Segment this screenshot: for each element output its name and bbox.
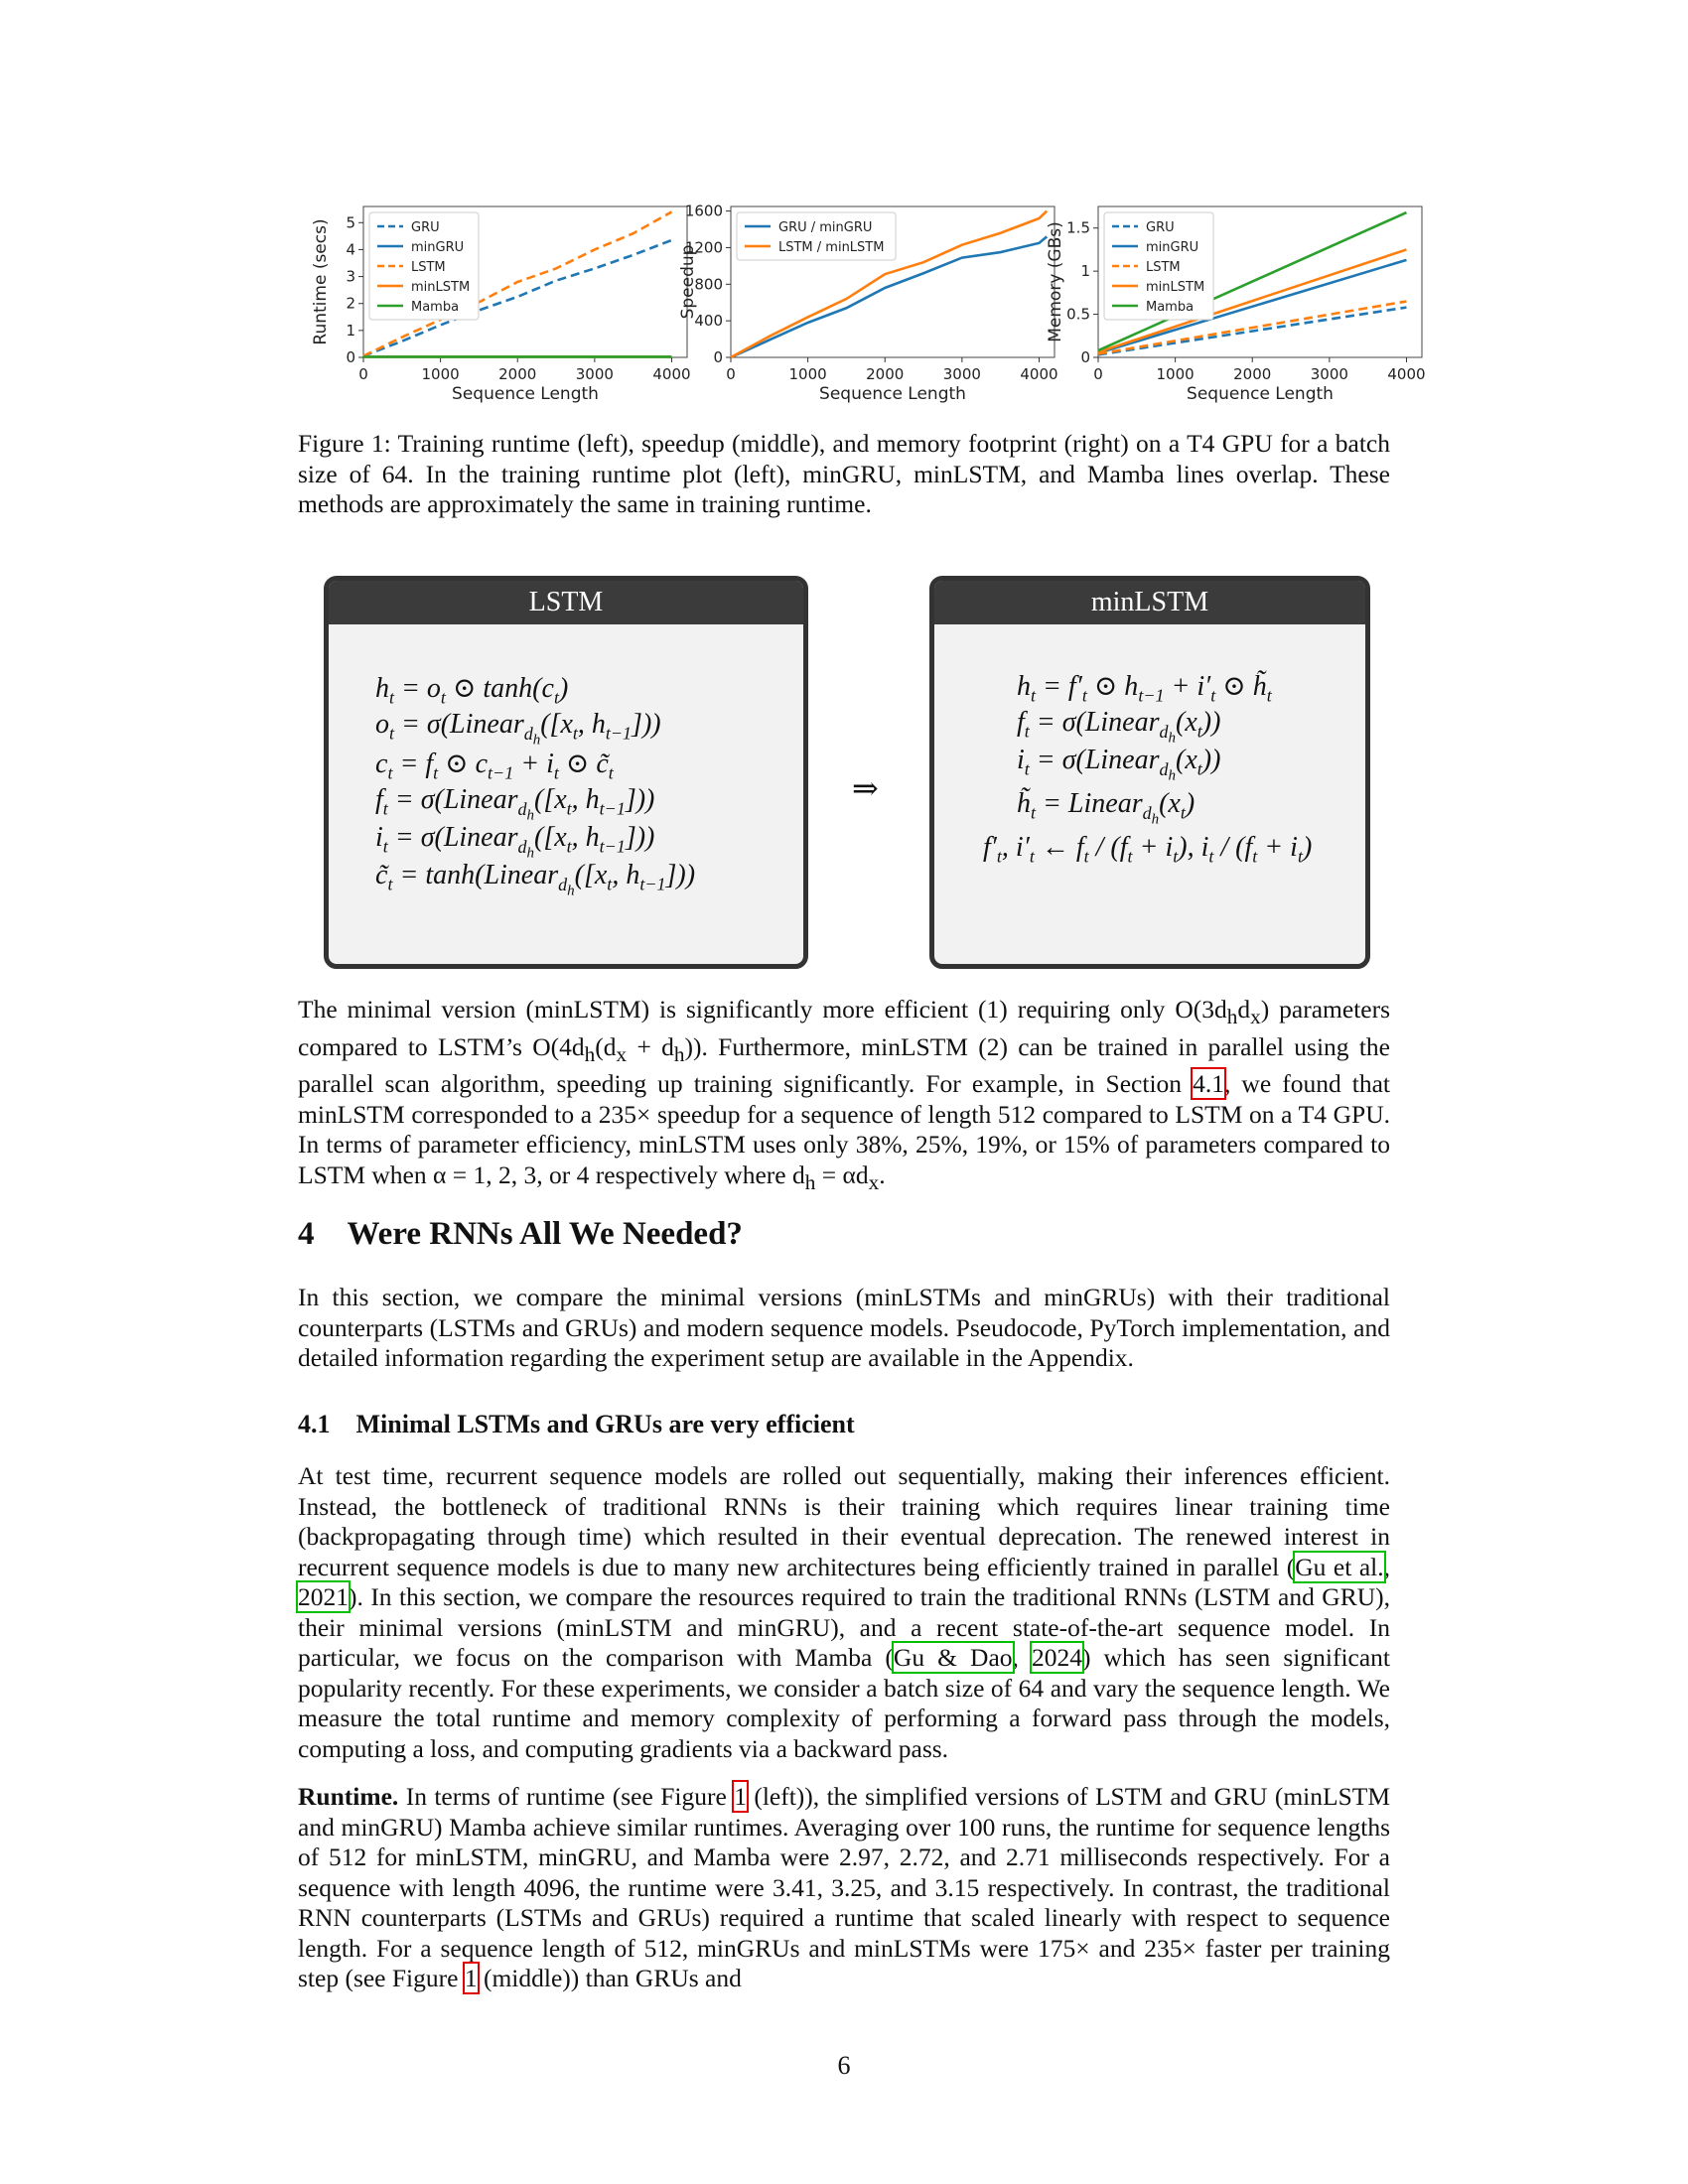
citation-gu-dao-year[interactable]: 2024 bbox=[1031, 1643, 1082, 1672]
speedup-chart bbox=[665, 199, 1062, 417]
y-tick-label: 0 bbox=[346, 348, 355, 366]
y-axis-label: Runtime (secs) bbox=[311, 218, 331, 345]
minlstm-eq-1: $h_t = f'_t$ ⊙ $h_{t-1} + i'_t$ ⊙ $h̃_t$ bbox=[1017, 671, 1272, 706]
y-tick-label: 0 bbox=[713, 348, 723, 366]
section-4-number: 4 bbox=[298, 1216, 315, 1252]
paragraph-section-4-intro: In this section, we compare the minimal versions (minLSTMs and minGRUs) with their traditional counterparts (LSTMs and GRUs) and modern sequence models. Pseudocode, PyTorch implementation, and detailed information regarding the experiment setup are available in the Appendix. bbox=[298, 1283, 1390, 1372]
y-tick-label: 1 bbox=[346, 321, 355, 340]
x-axis-label: Sequence Length bbox=[1187, 384, 1334, 404]
memory-chart bbox=[1033, 199, 1430, 417]
x-tick-label: 2000 bbox=[866, 365, 905, 383]
x-tick-label: 3000 bbox=[1310, 365, 1348, 383]
lstm-eq-3: $c_t = f_t$ ⊙ $c_{t-1} + i_t$ ⊙ $c̃_t$ bbox=[375, 749, 614, 783]
y-tick-label: 3 bbox=[346, 267, 355, 286]
y-tick-label: 1600 bbox=[684, 202, 723, 220]
citation-gu-2021-authors[interactable]: Gu et al. bbox=[1295, 1552, 1384, 1581]
y-tick-label: 800 bbox=[694, 275, 723, 294]
lstm-eq-5: $i_t$ = $\sigma(Linear_{d_h}([x_t$, $h_{t-1}$])) bbox=[375, 822, 655, 862]
minlstm-eq-4: $h̃_t$ = $Linear_{d_h}(x_t)$ bbox=[1017, 788, 1196, 828]
section-4-1-title: Minimal LSTMs and GRUs are very efficient bbox=[355, 1410, 855, 1438]
x-tick-label: 0 bbox=[726, 365, 736, 383]
runtime-chart bbox=[298, 199, 695, 417]
lstm-eq-4: $f_t$ = $\sigma(Linear_{d_h}([x_t$, $h_{t-1}$])) bbox=[375, 784, 655, 824]
paragraph-minlstm-efficiency: The minimal version (minLSTM) is significantly more efficient (1) requiring only $O(3d_hd_x)$ parameters compared to LSTM’s $O(4d_h(d_x + d_h))$. Furthermore, minLSTM (2) can be trained in parallel using the parallel scan algorithm, speeding up training significantly. For example, in Section 4.1, we found that minLSTM corresponded to a 235× speedup for a sequence of length 512 compared to LSTM on a T4 GPU. In terms of parameter efficiency, minLSTM uses only 38%, 25%, 19%, or 15% of parameters compared to LSTM when α = 1, 2, 3, or 4 respectively where $d_h = \alpha d_x$. bbox=[298, 995, 1391, 1194]
citation-gu-2021-year[interactable]: 2021 bbox=[298, 1582, 349, 1611]
y-tick-label: 2 bbox=[346, 294, 355, 313]
x-tick-label: 1000 bbox=[1156, 365, 1195, 383]
x-tick-label: 4000 bbox=[1387, 365, 1426, 383]
minlstm-eq-5: $f'_t$, $i'_t$ ← $f_t / (f_t + i_t)$, $i_t / (f_t + i_t)$ bbox=[983, 832, 1313, 867]
x-tick-label: 3000 bbox=[942, 365, 981, 383]
paragraph-efficiency: At test time, recurrent sequence models are rolled out sequentially, making their inferences efficient. Instead, the bottleneck of traditional RNNs is their training which requires linear training time (backpropagating through time) which resulted in their eventual deprecation. The renewed interest in recurrent sequence models is due to many new architectures being efficiently trained in parallel (Gu et al., 2021). In this section, we compare the resources required to train the traditional RNNs (LSTM and GRU), their minimal versions (minLSTM and minGRU), and a recent state-of-the-art sequence model. In particular, we focus on the comparison with Mamba (Gu & Dao, 2024) which has seen significant popularity recently. For these experiments, we consider a batch size of 64 and vary the sequence length. We measure the total runtime and memory complexity of performing a forward pass through the models, computing a loss, and computing gradients via a backward pass. bbox=[298, 1461, 1391, 1763]
x-tick-label: 4000 bbox=[1020, 365, 1058, 383]
x-tick-label: 1000 bbox=[421, 365, 460, 383]
section-4-1-number: 4.1 bbox=[298, 1410, 331, 1438]
section-4-title: Were RNNs All We Needed? bbox=[347, 1216, 743, 1252]
x-tick-label: 2000 bbox=[1233, 365, 1272, 383]
section-4-heading bbox=[298, 1216, 743, 1253]
x-tick-label: 4000 bbox=[652, 365, 691, 383]
legend-label: minGRU bbox=[411, 240, 465, 255]
section-4-1-link[interactable]: 4.1 bbox=[1193, 1069, 1224, 1099]
y-tick-label: 1 bbox=[1080, 262, 1090, 281]
runtime-lead: Runtime. bbox=[298, 1782, 399, 1811]
y-tick-label: 0 bbox=[1080, 348, 1090, 366]
minlstm-eq-3: $i_t$ = $\sigma(Linear_{d_h}(x_t))$ bbox=[1017, 745, 1221, 784]
x-tick-label: 0 bbox=[358, 365, 368, 383]
y-tick-label: 1.5 bbox=[1066, 218, 1090, 237]
legend-label: minGRU bbox=[1146, 240, 1199, 255]
memory-chart-svg bbox=[1033, 199, 1430, 417]
runtime-chart-svg bbox=[298, 199, 695, 417]
speedup-chart-svg bbox=[665, 199, 1062, 417]
lstm-box-title: LSTM bbox=[329, 581, 803, 624]
x-tick-label: 1000 bbox=[788, 365, 827, 383]
y-axis-label: Speedup bbox=[678, 244, 698, 320]
section-4-1-heading bbox=[298, 1410, 855, 1439]
y-tick-label: 400 bbox=[694, 312, 723, 331]
x-tick-label: 2000 bbox=[498, 365, 537, 383]
paragraph-runtime: Runtime. In terms of runtime (see Figure 1 (left)), the simplified versions of LSTM and GRU (minLSTM and minGRU) Mamba achieve similar runtimes. Averaging over 100 runs, the runtime for sequence lengths of 512 for minLSTM, minGRU, and Mamba were 2.97, 2.72, and 2.71 milliseconds respectively. For a sequence with length 4096, the runtime were 3.41, 3.25, and 3.15 respectively. In contrast, the traditional RNN counterparts (LSTMs and GRUs) required a runtime that scaled linearly with respect to sequence length. For a sequence length of 512, minGRUs and minLSTMs were 175× and 235× faster per training step (see Figure 1 (middle)) than GRUs and bbox=[298, 1782, 1390, 1992]
x-axis-label: Sequence Length bbox=[452, 384, 599, 404]
figure-1-link-a[interactable]: 1 bbox=[734, 1782, 747, 1811]
x-tick-label: 0 bbox=[1093, 365, 1103, 383]
y-tick-label: 1200 bbox=[684, 238, 723, 257]
minlstm-box-title: minLSTM bbox=[934, 581, 1365, 624]
transform-arrow: ⇒ bbox=[852, 770, 879, 806]
y-axis-label: Memory (GBs) bbox=[1046, 221, 1065, 342]
legend-label: LSTM / minLSTM bbox=[778, 240, 885, 255]
lstm-eq-2: $o_t$ = $\sigma(Linear_{d_h}([x_t$, $h_{t-1}$])) bbox=[375, 709, 661, 749]
page-number: 6 bbox=[837, 2051, 851, 2080]
lstm-eq-1: $h_t = o_t$ ⊙ $\tanh(c_t)$ bbox=[375, 673, 569, 708]
citation-gu-dao-authors[interactable]: Gu & Dao bbox=[893, 1643, 1013, 1672]
lstm-eq-6: $c̃_t$ = $\tanh(Linear_{d_h}([x_t$, $h_{t-1}$])) bbox=[375, 860, 696, 899]
y-tick-label: 4 bbox=[346, 240, 355, 259]
legend-label: Mamba bbox=[1146, 300, 1195, 315]
legend-label: minLSTM bbox=[1146, 280, 1205, 295]
y-tick-label: 0.5 bbox=[1066, 305, 1090, 324]
figure-1-link-b[interactable]: 1 bbox=[464, 1964, 478, 1992]
legend-label: GRU bbox=[1146, 220, 1175, 235]
legend-label: LSTM bbox=[411, 260, 446, 275]
x-tick-label: 3000 bbox=[575, 365, 614, 383]
legend-label: GRU bbox=[411, 220, 440, 235]
figure-caption: Figure 1: Training runtime (left), speedup (middle), and memory footprint (right) on a T4 GPU for a batch size of 64. In the training runtime plot (left), minGRU, minLSTM, and Mamba lines overlap. These methods are approximately the same in training runtime. bbox=[298, 429, 1390, 518]
legend-label: GRU / minGRU bbox=[778, 220, 873, 235]
legend-label: LSTM bbox=[1146, 260, 1181, 275]
minlstm-eq-2: $f_t$ = $\sigma(Linear_{d_h}(x_t))$ bbox=[1017, 707, 1221, 747]
legend-label: Mamba bbox=[411, 300, 460, 315]
y-tick-label: 5 bbox=[346, 213, 355, 232]
legend-label: minLSTM bbox=[411, 280, 471, 295]
x-axis-label: Sequence Length bbox=[819, 384, 966, 404]
